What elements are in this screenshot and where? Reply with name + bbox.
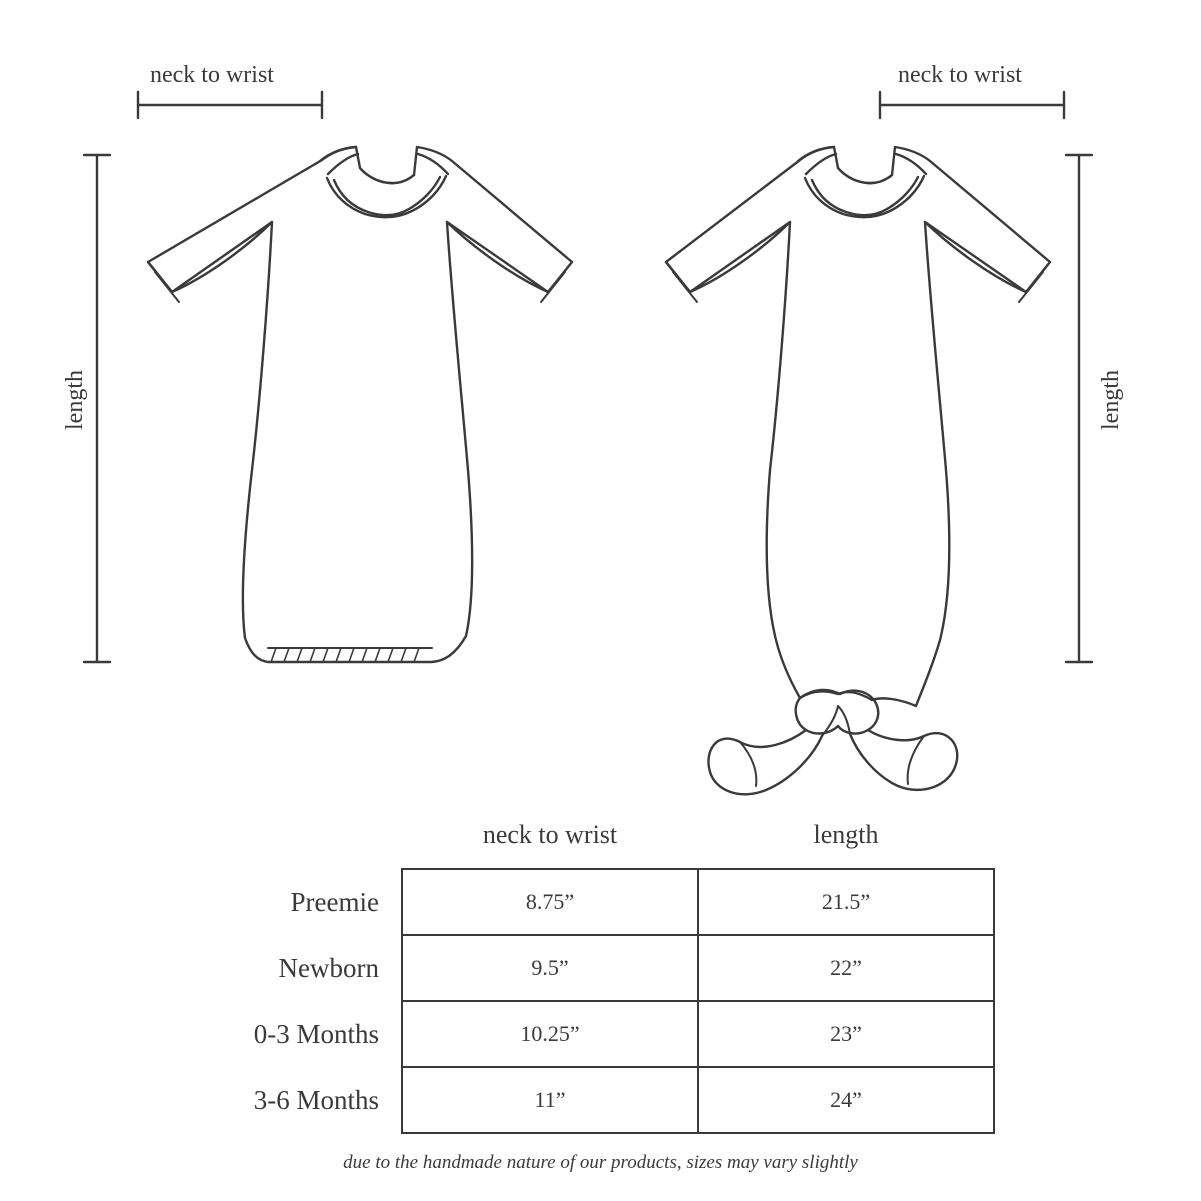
label-length-right: length [1098,370,1124,430]
table-header-row [206,820,994,869]
label-neck-to-wrist-right: neck to wrist [898,62,1022,88]
label-length-left: length [62,370,88,430]
gown-front-illustration [148,147,572,662]
gown-knotted-illustration [666,147,1050,794]
size-table-wrapper [0,820,1201,1134]
cell-newborn-length: 22” [698,935,994,1001]
size-table [206,820,995,1134]
cell-preemie-neck-to-wrist: 8.75” [402,869,698,935]
cell-0-3-months-length: 23” [698,1001,994,1067]
cell-3-6-months-neck-to-wrist: 11” [402,1067,698,1133]
header-length: length [813,820,879,849]
row-label-3-6-months: 3-6 Months [253,1084,379,1115]
measure-length-right [1066,155,1092,662]
measure-neck-to-wrist-right [880,92,1064,118]
table-row [206,1001,994,1067]
row-label-newborn: Newborn [278,952,379,983]
row-label-preemie: Preemie [290,886,379,917]
footnote: due to the handmade nature of our products, sizes may vary slightly [343,1152,858,1173]
table-row [206,935,994,1001]
table-row [206,869,994,935]
cell-preemie-length: 21.5” [698,869,994,935]
label-neck-to-wrist-left: neck to wrist [150,62,274,88]
cell-newborn-neck-to-wrist: 9.5” [402,935,698,1001]
cell-3-6-months-length: 24” [698,1067,994,1133]
header-neck-to-wrist: neck to wrist [482,820,618,849]
table-row [206,1067,994,1133]
row-label-0-3-months: 0-3 Months [253,1018,379,1049]
header-blank [206,820,402,869]
cell-0-3-months-neck-to-wrist: 10.25” [402,1001,698,1067]
measure-neck-to-wrist-left [138,92,322,118]
